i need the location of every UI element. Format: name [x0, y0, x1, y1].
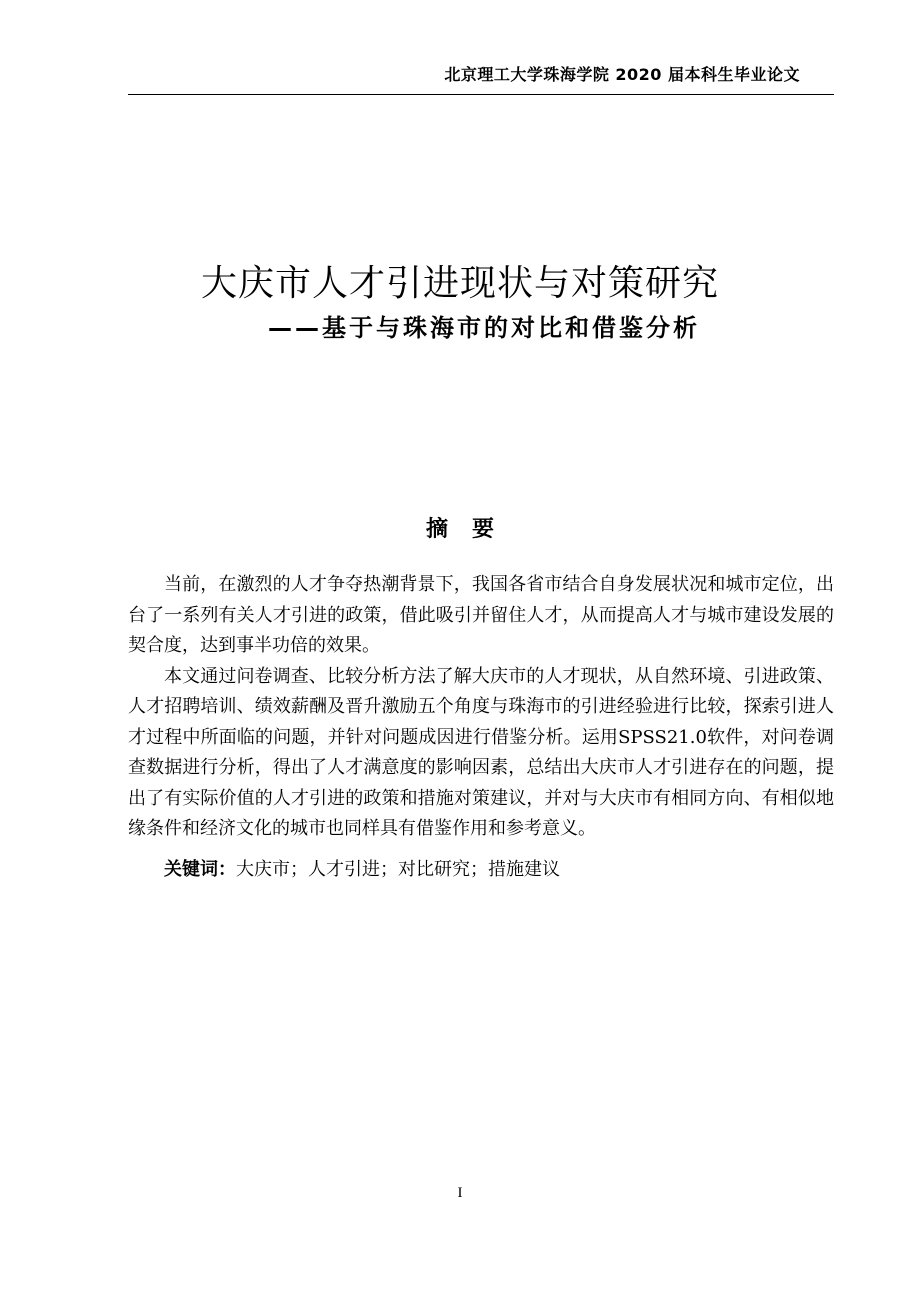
thesis-subtitle: ——基于与珠海市的对比和借鉴分析: [268, 314, 700, 342]
thesis-title: 大庆市人才引进现状与对策研究: [200, 263, 719, 304]
abstract-body: [128, 570, 834, 845]
abstract-paragraph: 当前，在激烈的人才争夺热潮背景下，我国各省市结合自身发展状况和城市定位，出台了一系列有关人才引进的政策，借此吸引并留住人才，从而提高人才与城市建设发展的契合度，达到事半功倍的效果。: [128, 574, 834, 656]
abstract-paragraph: 本文通过问卷调查、比较分析方法了解大庆市的人才现状，从自然环境、引进政策、人才招聘培训、绩效薪酬及晋升激励五个角度与珠海市的引进经验进行比较，探索引进人才过程中所面临的问题，并针对问题成因进行借鉴分析。运用SPSS21.0软件，对问卷调查数据进行分析，得出了人才满意度的影响因素，总结出大庆市人才引进存在的问题，提出了有实际价值的人才引进的政策和措施对策建议，并对与大庆市有相同方向、有相似地缘条件和经济文化的城市也同样具有借鉴作用和参考意义。: [128, 665, 834, 839]
running-header: 北京理工大学珠海学院 2020 届本科生毕业论文: [444, 65, 800, 84]
keywords-line: [128, 855, 834, 885]
keywords-label: 关键词：: [164, 859, 236, 880]
abstract-heading: 摘要: [425, 517, 518, 542]
page-number: I: [457, 1185, 463, 1201]
header-divider: [128, 94, 834, 95]
keywords-text: 大庆市；人才引进；对比研究；措施建议: [236, 859, 560, 880]
